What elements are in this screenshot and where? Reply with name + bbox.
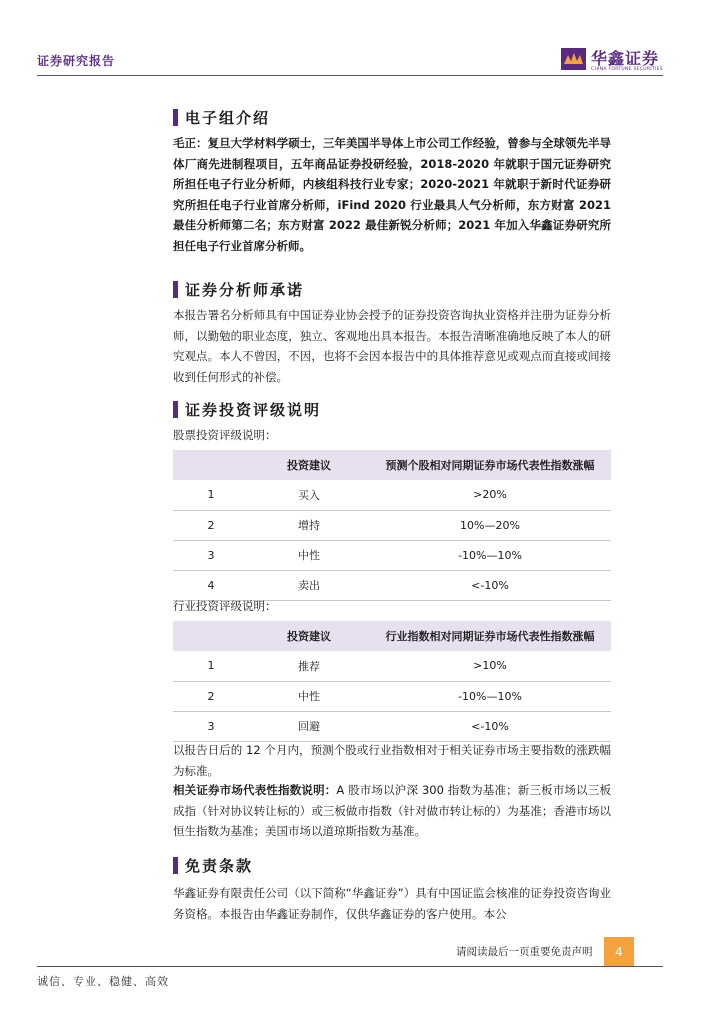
table-header-cell: 预测个股相对同期证券市场代表性指数涨幅 <box>369 450 611 480</box>
footer-divider <box>37 966 663 967</box>
benchmark-body: A 股市场以沪深 300 指数为基准；新三板市场以三板成指（针对协议转让标的）或三板做市指数（针对做市转让标的）为基准；香港市场以恒生指数为基准；美国市场以道琼斯指数为基准。 <box>173 783 612 838</box>
table-row <box>173 651 611 681</box>
rating-period-note: 以报告日后的 12 个月内，预测个股或行业指数相对于相关证券市场主要指数的涨跌幅为标准。 <box>173 743 611 778</box>
footer-disclaimer-note: 请阅读最后一页重要免责声明 <box>456 946 593 958</box>
table-cell: -10%—10% <box>369 681 611 711</box>
table-cell: 增持 <box>249 510 369 540</box>
table-header-cell <box>173 621 249 651</box>
table-header-cell: 投资建议 <box>249 450 369 480</box>
footer-slogan: 诚信、专业、稳健、高效 <box>37 975 169 988</box>
table-header-cell: 行业指数相对同期证券市场代表性指数涨幅 <box>369 621 611 651</box>
section-heading-pledge: 证券分析师承诺 <box>185 281 305 299</box>
report-type-title: 证券研究报告 <box>37 54 116 68</box>
table-row <box>173 711 611 741</box>
table-cell: 买入 <box>249 480 369 510</box>
table-cell: >20% <box>369 480 611 510</box>
logo-mark-icon <box>561 48 586 70</box>
benchmark-title: 相关证券市场代表性指数说明： <box>173 783 337 797</box>
table-cell: -10%—10% <box>369 540 611 570</box>
stock-rating-label: 股票投资评级说明： <box>173 428 277 442</box>
table-cell: 4 <box>173 570 249 600</box>
table-header-row <box>173 621 611 651</box>
table-header-row <box>173 450 611 480</box>
table-row <box>173 570 611 600</box>
logo-text: 华鑫证券 <box>591 49 660 68</box>
table-cell: >10% <box>369 651 611 681</box>
table-cell: 2 <box>173 681 249 711</box>
section-heading-disclaimer: 免责条款 <box>185 857 254 875</box>
table-header-cell <box>173 450 249 480</box>
table-cell: <-10% <box>369 570 611 600</box>
team-description: 毛正：复旦大学材料学硕士，三年美国半导体上市公司工作经验，曾参与全球领先半导体厂商先进制程项目，五年商品证券投研经验，2018-2020 年就职于国元证券研究所担任电子行业分析师，内核组科技行业专家；2020-2021 年就职于新时代证券研究所担任电子行业首席分析师，iFind 2020 行业最具人气分析师，东方财富 2021 最佳分析师第二名；东方财富 2022 最佳新锐分析师；2021 年加入华鑫证券研究所担任电子行业首席分析师。 <box>173 136 611 253</box>
stock-rating-table <box>173 450 611 601</box>
pledge-text: 本报告署名分析师具有中国证券业协会授予的证券投资咨询执业资格并注册为证券分析师，以勤勉的职业态度，独立、客观地出具本报告。本报告清晰准确地反映了本人的研究观点。本人不曾因，不因，也将不会因本报告中的具体推荐意见或观点而直接或间接收到任何形式的补偿。 <box>173 308 611 384</box>
table-cell: 1 <box>173 480 249 510</box>
table-cell: 推荐 <box>249 651 369 681</box>
industry-rating-table <box>173 621 611 742</box>
disclaimer-text: 华鑫证券有限责任公司（以下简称“华鑫证券”）具有中国证监会核准的证券投资咨询业务资格。本报告由华鑫证券制作，仅供华鑫证券的客户使用。本公 <box>173 886 611 921</box>
section-heading-rating: 证券投资评级说明 <box>185 401 322 419</box>
table-cell: 卖出 <box>249 570 369 600</box>
table-cell: 中性 <box>249 681 369 711</box>
table-cell: <-10% <box>369 711 611 741</box>
company-logo <box>561 46 671 76</box>
table-cell: 3 <box>173 540 249 570</box>
table-cell: 1 <box>173 651 249 681</box>
header-divider <box>37 75 663 76</box>
table-row <box>173 681 611 711</box>
table-header-cell: 投资建议 <box>249 621 369 651</box>
page-number-badge: 4 <box>604 937 634 967</box>
benchmark-description <box>173 780 611 842</box>
table-cell: 中性 <box>249 540 369 570</box>
table-cell: 10%—20% <box>369 510 611 540</box>
table-cell: 2 <box>173 510 249 540</box>
industry-rating-label: 行业投资评级说明： <box>173 599 277 613</box>
section-heading-team: 电子组介绍 <box>185 109 271 127</box>
table-row <box>173 510 611 540</box>
table-row <box>173 540 611 570</box>
logo-subtitle: CHINA FORTUNE SECURITIES <box>591 67 663 72</box>
table-row <box>173 480 611 510</box>
table-cell: 回避 <box>249 711 369 741</box>
table-cell: 3 <box>173 711 249 741</box>
